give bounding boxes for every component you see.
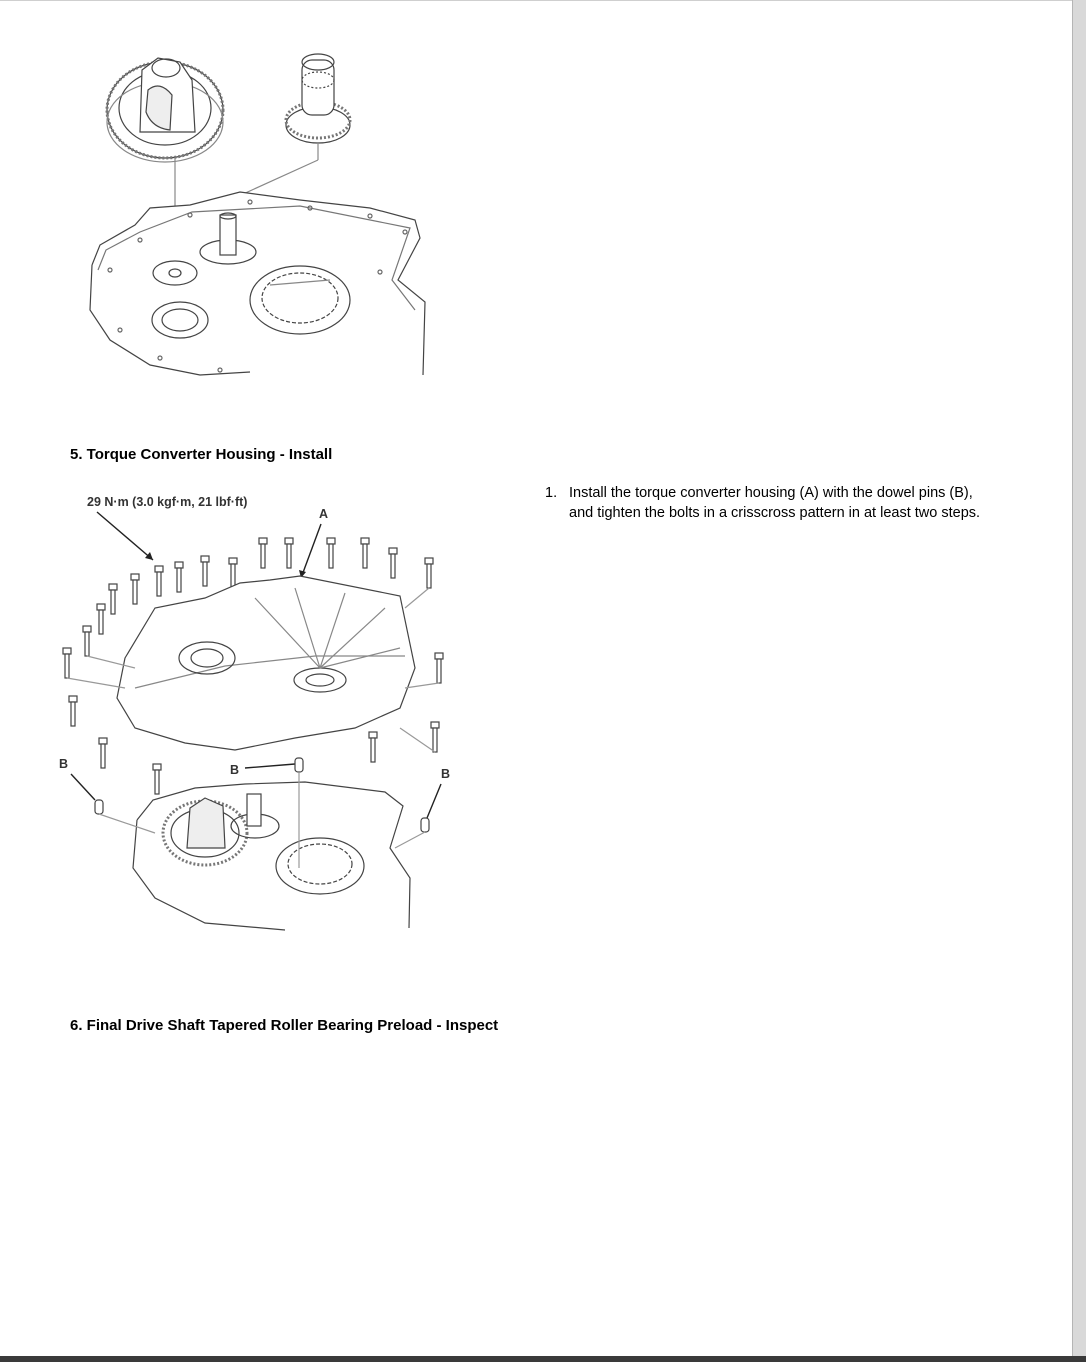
callout-b-center-label: B (230, 763, 240, 777)
window-right-edge (1072, 0, 1086, 1362)
install-step-list (545, 483, 985, 523)
callout-b-right-label: B (441, 767, 451, 781)
step-number: 1. (545, 485, 558, 501)
list-item (545, 483, 985, 523)
torque-converter-housing-illustration (55, 488, 455, 933)
page-top-edge (0, 0, 1072, 1)
window-bottom-edge (0, 1356, 1086, 1362)
differential-gear-illustration (80, 40, 440, 385)
callout-b-left-label: B (59, 757, 69, 771)
section-heading-torque-converter-housing-install: 5. Torque Converter Housing - Install (70, 446, 333, 464)
step-text: Install the torque converter housing (A) with the dowel pins (B), and tighten the bolts in a crisscross pattern in at least two steps. (569, 485, 981, 521)
callout-a-label: A (319, 507, 329, 521)
section-heading-final-drive-bearing-preload-inspect: 6. Final Drive Shaft Tapered Roller Bearing Preload - Inspect (70, 1017, 499, 1035)
torque-spec-label: 29 N·m (3.0 kgf·m, 21 lbf·ft) (87, 495, 248, 509)
